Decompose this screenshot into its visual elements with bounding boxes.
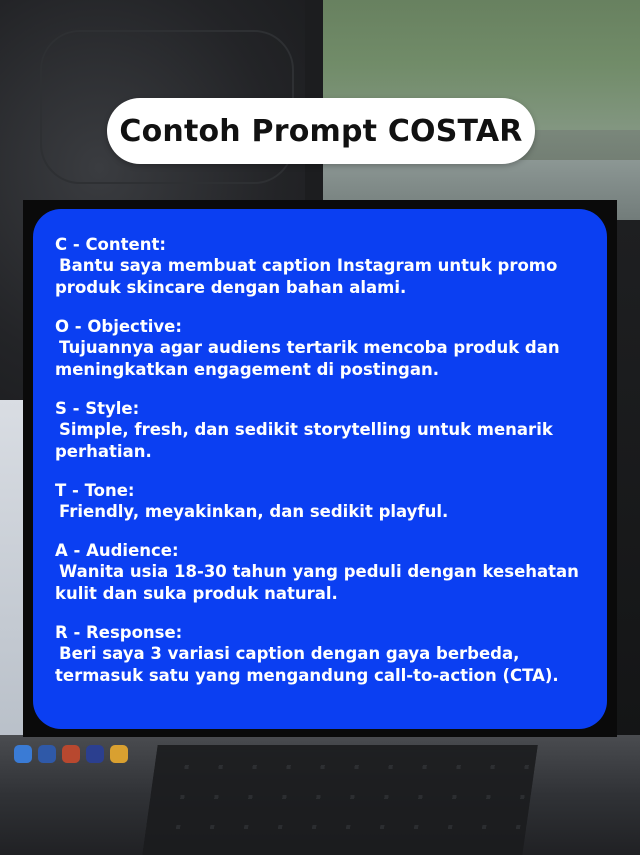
section-text: Bantu saya membuat caption Instagram untuk promo produk skincare dengan bahan alami. <box>55 256 558 297</box>
laptop-dock <box>0 745 170 785</box>
page-title: Contoh Prompt COSTAR <box>119 113 523 149</box>
dock-app-icon <box>110 745 128 763</box>
section-tone <box>55 480 587 523</box>
dock-app-icon <box>62 745 80 763</box>
dock-app-icon <box>86 745 104 763</box>
laptop-keyboard <box>142 745 537 855</box>
section-text: Simple, fresh, dan sedikit storytelling untuk menarik perhatian. <box>55 420 553 461</box>
section-objective <box>55 316 587 381</box>
section-label: R - Response: <box>55 623 183 642</box>
section-text: Beri saya 3 variasi caption dengan gaya berbeda, termasuk satu yang mengandung call-to-action (CTA). <box>55 644 559 685</box>
section-label: S - Style: <box>55 399 140 418</box>
section-style <box>55 398 587 463</box>
section-audience <box>55 540 587 605</box>
section-text: Wanita usia 18-30 tahun yang peduli dengan kesehatan kulit dan suka produk natural. <box>55 562 579 603</box>
costar-card <box>33 209 607 729</box>
dock-app-icon <box>14 745 32 763</box>
section-label: A - Audience: <box>55 541 179 560</box>
section-content <box>55 234 587 299</box>
dock-app-icon <box>38 745 56 763</box>
section-label: T - Tone: <box>55 481 135 500</box>
section-text: Friendly, meyakinkan, dan sedikit playful. <box>59 502 449 521</box>
section-response <box>55 622 587 687</box>
section-label: O - Objective: <box>55 317 182 336</box>
section-text: Tujuannya agar audiens tertarik mencoba produk dan meningkatkan engagement di postingan. <box>55 338 560 379</box>
section-label: C - Content: <box>55 235 166 254</box>
title-pill <box>107 98 535 164</box>
